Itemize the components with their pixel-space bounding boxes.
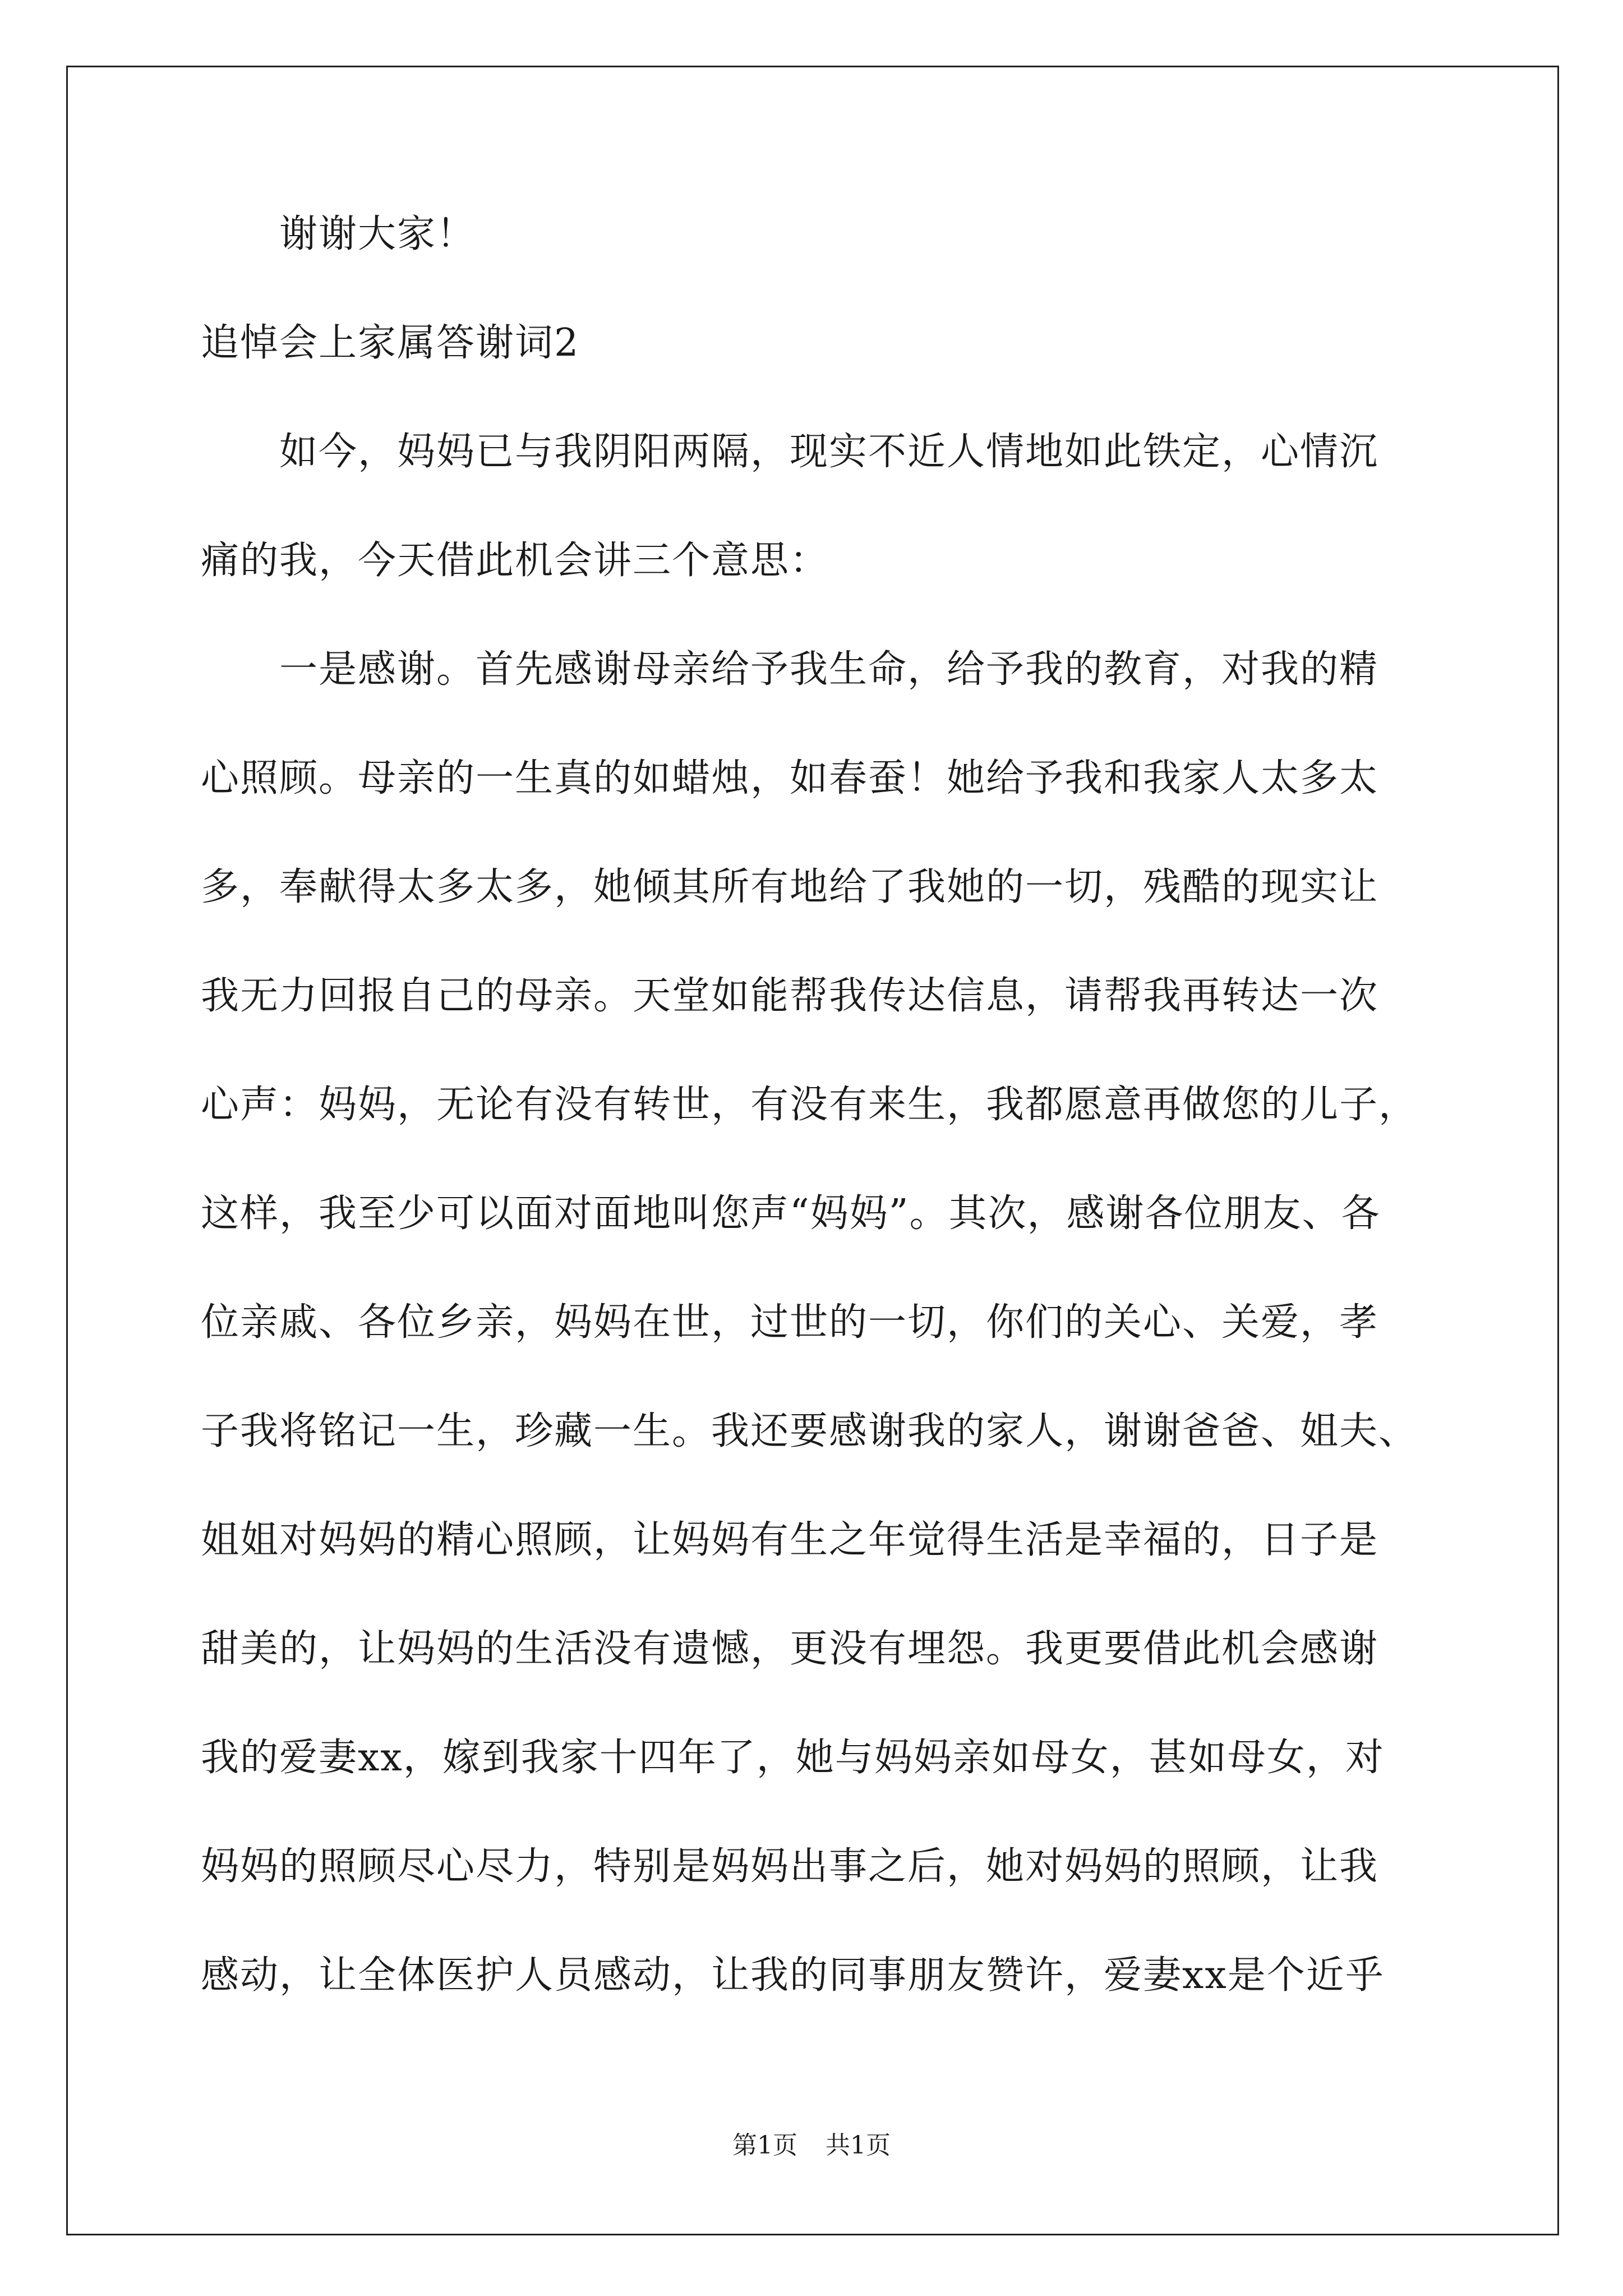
paragraph-line: 感动，让全体医护人员感动，让我的同事朋友赞许，爱妻xx是个近乎: [201, 1953, 1385, 1998]
page-total: 共1页: [826, 2131, 891, 2160]
paragraph-line: 甜美的，让妈妈的生活没有遗憾，更没有埋怨。我更要借此机会感谢: [201, 1627, 1379, 1671]
paragraph-line: 子我将铭记一生，珍藏一生。我还要感谢我的家人，谢谢爸爸、姐夫、: [201, 1409, 1418, 1453]
page-footer: [0, 2129, 1623, 2162]
paragraph-line: 如今，妈妈已与我阴阳两隔，现实不近人情地如此铁定，心情沉: [279, 430, 1379, 474]
paragraph-line: 我的爱妻xx，嫁到我家十四年了，她与妈妈亲如母女，甚如母女，对: [201, 1736, 1385, 1780]
paragraph-line: 心声：妈妈，无论有没有转世，有没有来生，我都愿意再做您的儿子，: [201, 1083, 1418, 1127]
paragraph-line: 一是感谢。首先感谢母亲给予我生命，给予我的教育，对我的精: [279, 647, 1379, 692]
paragraph-line: 这样，我至少可以面对面地叫您声“妈妈”。其次，感谢各位朋友、各: [201, 1191, 1381, 1236]
section-title: 追悼会上家属答谢词2: [201, 321, 580, 365]
paragraph-line: 妈妈的照顾尽心尽力，特别是妈妈出事之后，她对妈妈的照顾，让我: [201, 1844, 1379, 1889]
page-number: 第1页: [732, 2131, 797, 2160]
closing-line: 谢谢大家！: [279, 212, 476, 256]
paragraph-line: 我无力回报自己的母亲。天堂如能帮我传达信息，请帮我再转达一次: [201, 974, 1379, 1018]
document-body: [201, 208, 1435, 2058]
paragraph-line: 姐姐对妈妈的精心照顾，让妈妈有生之年觉得生活是幸福的，日子是: [201, 1518, 1379, 1562]
paragraph-line: 痛的我，今天借此机会讲三个意思：: [201, 539, 829, 583]
paragraph-line: 多，奉献得太多太多，她倾其所有地给了我她的一切，残酷的现实让: [201, 865, 1379, 909]
paragraph-line: 位亲戚、各位乡亲，妈妈在世，过世的一切，你们的关心、关爱，孝: [201, 1300, 1379, 1345]
paragraph-line: 心照顾。母亲的一生真的如蜡烛，如春蚕！她给予我和我家人太多太: [201, 756, 1379, 800]
